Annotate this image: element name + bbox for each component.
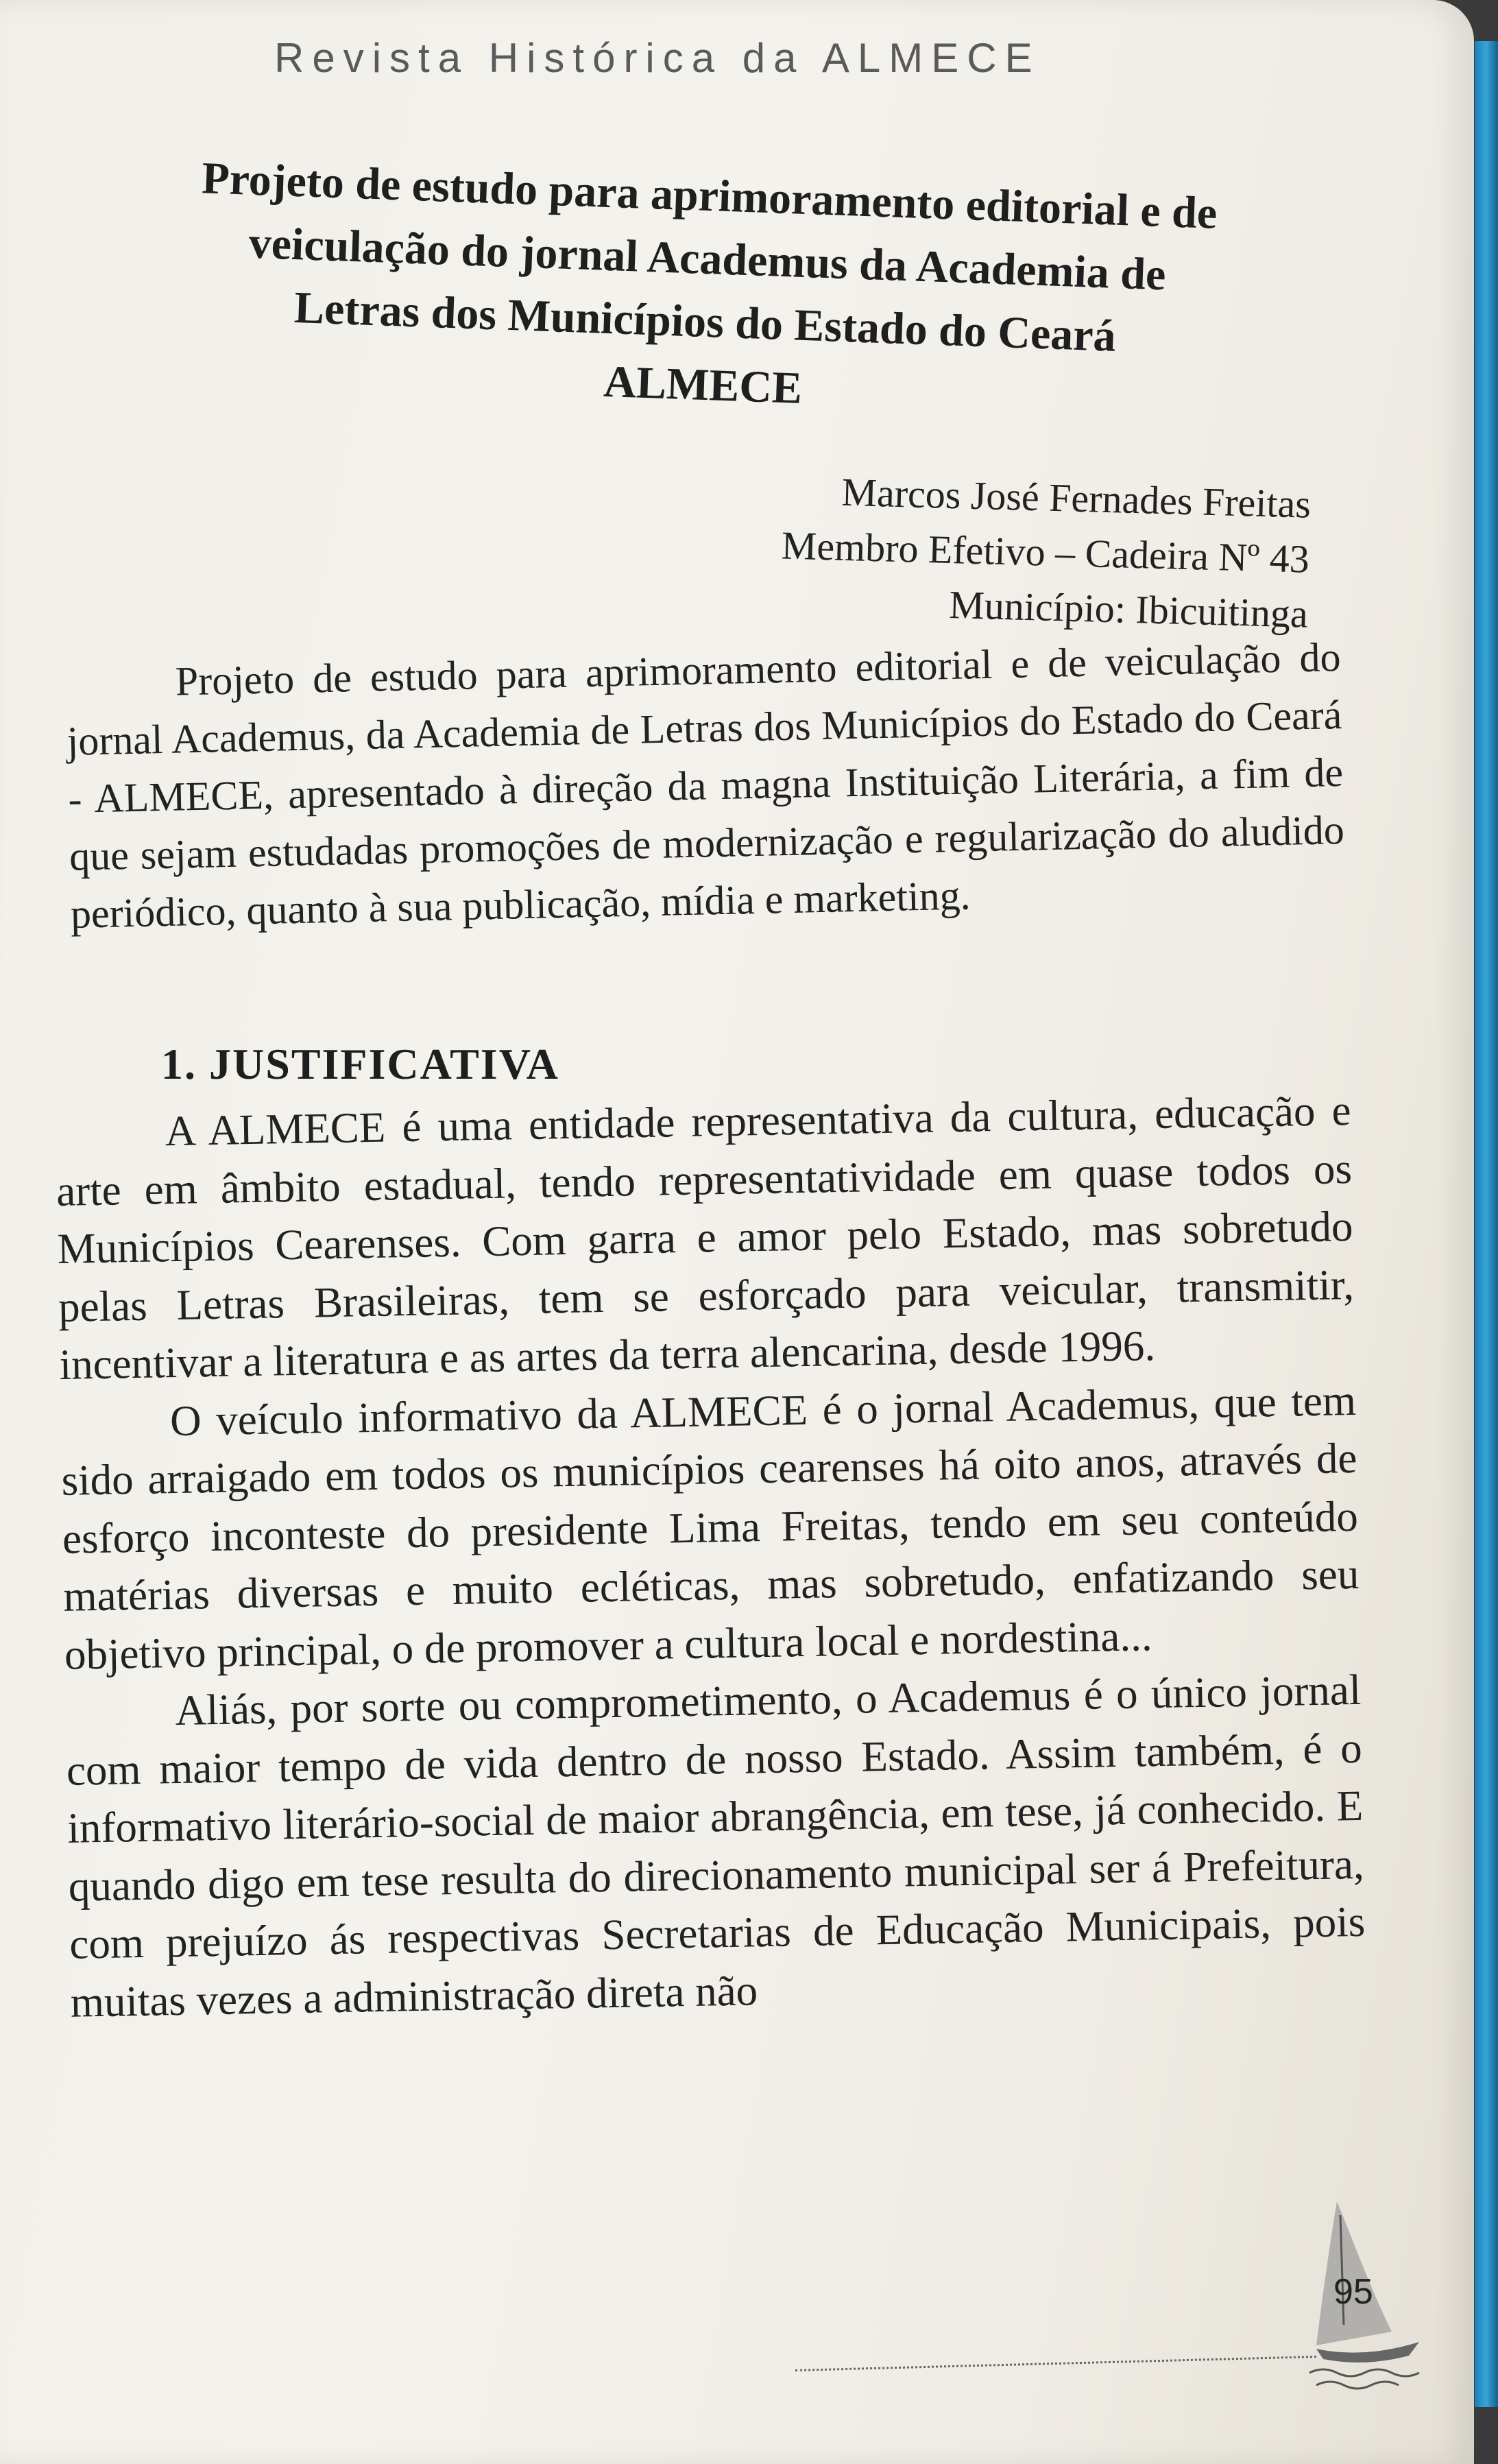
article-title	[78, 143, 1334, 438]
footer-rule	[795, 2356, 1316, 2371]
author-municipality: Município: Ibicuitinga	[948, 582, 1309, 636]
section-title: 1. JUSTIFICATIVA	[161, 1040, 559, 1088]
page-number: 95	[1333, 2272, 1373, 2312]
author-name: Marcos José Fernades Freitas	[841, 469, 1312, 527]
abstract-paragraph: Projeto de estudo para aprimoramento editorial e de veiculação do jornal Academus, da Academia de Letras dos Municípios do Estado do Ceará - ALMECE, apresentado à direção da magna Instituição Literária, a fim de que sejam estudadas promoções de modernização e regularização do aludido periódico, quanto à sua publicação, mídia e marketing.	[66, 634, 1345, 937]
author-role: Membro Efetivo – Cadeira Nº 43	[781, 523, 1310, 582]
body-paragraph: Aliás, por sorte ou comprometimento, o Academus é o único jornal com maior tempo de vida dentro de nosso Estado. Assim também, é o informativo literário-social de maior abrangência, em tese, já conhecido. E quando digo em tese resulta do direcionamento municipal ser á Prefeitura, com prejuízo ás respectivas Secretarias de Educação Municipais, pois muitas vezes a administração direta não	[66, 1665, 1366, 2026]
author-block	[485, 455, 1312, 641]
title-line: veiculação do jornal Academus da Academia de	[247, 217, 1167, 300]
book-edge	[1475, 41, 1498, 2407]
title-line: Projeto de estudo para aprimoramento editorial e de	[201, 153, 1218, 239]
title-line: ALMECE	[603, 356, 804, 414]
title-line: Letras dos Municípios do Estado do Ceará	[293, 283, 1117, 361]
running-header: Revista Histórica da ALMECE	[274, 35, 1041, 81]
body-paragraph: A ALMECE é uma entidade representativa da cultura, educação e arte em âmbito estadual, tendo representatividade em quase todos os Municípios Cearenses. Com garra e amor pelo Estado, mas sobretudo pelas Letras Brasileiras, tem se esforçado para veicular, transmitir, incentivar a literatura e as artes da terra alencarina, desde 1996.	[56, 1086, 1355, 1389]
section-body	[55, 1081, 1366, 2031]
body-paragraph: O veículo informativo da ALMECE é o jornal Academus, que tem sido arraigado em todos os municípios cearenses há oito anos, através de esforço inconteste do presidente Lima Freitas, tendo em seu conteúdo matérias diversas e muito ecléticas, mas sobretudo, enfatizando seu objetivo principal, o de promover a cultura local e nordestina...	[60, 1376, 1360, 1679]
